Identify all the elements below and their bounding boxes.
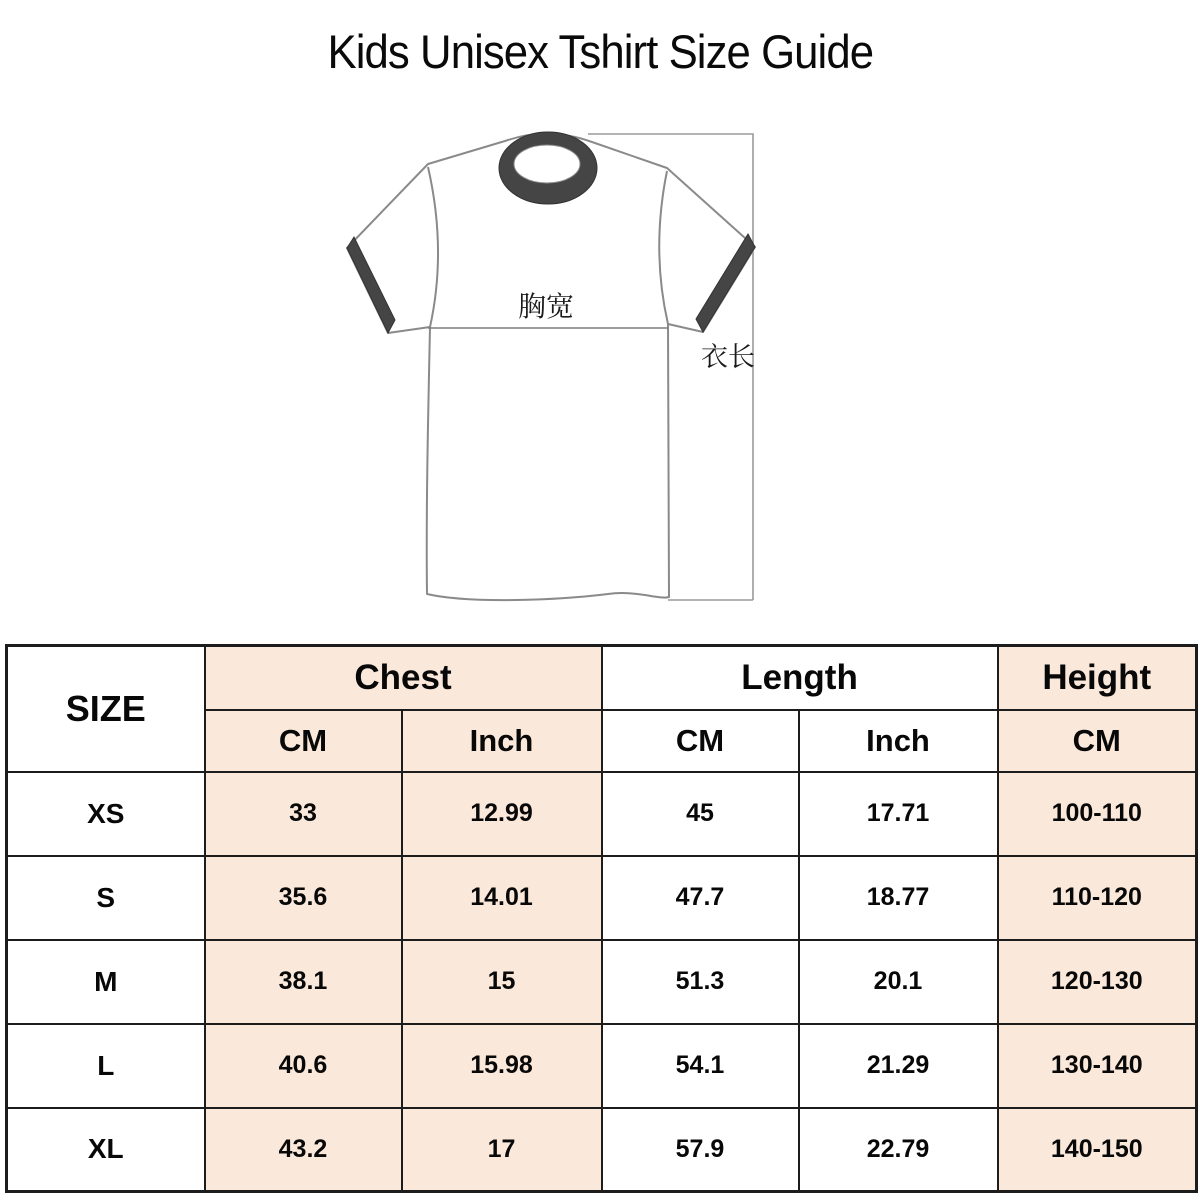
chest-cm: 43.2 xyxy=(205,1108,402,1192)
garment-length-label: 衣长 xyxy=(701,342,755,373)
height-cm: 130-140 xyxy=(998,1024,1197,1108)
chest-inch: 15 xyxy=(402,940,602,1024)
col-header-chest-inch: Inch xyxy=(402,710,602,772)
table-row-xs xyxy=(7,772,1197,856)
table-row-xl xyxy=(7,1108,1197,1192)
header-row-groups xyxy=(7,646,1197,710)
tshirt-diagram xyxy=(320,100,780,615)
col-header-size: SIZE xyxy=(7,646,205,772)
length-cm: 45 xyxy=(602,772,799,856)
size-guide-table xyxy=(5,644,1198,1193)
page-title xyxy=(0,24,1200,79)
height-cm: 140-150 xyxy=(998,1108,1197,1192)
size-label: L xyxy=(7,1024,205,1108)
col-header-length-inch: Inch xyxy=(799,710,998,772)
chest-cm: 38.1 xyxy=(205,940,402,1024)
chest-cm: 33 xyxy=(205,772,402,856)
chest-cm: 35.6 xyxy=(205,856,402,940)
col-header-length-cm: CM xyxy=(602,710,799,772)
length-cm: 47.7 xyxy=(602,856,799,940)
height-cm: 120-130 xyxy=(998,940,1197,1024)
col-header-length: Length xyxy=(602,646,998,710)
length-inch: 21.29 xyxy=(799,1024,998,1108)
table-row-l xyxy=(7,1024,1197,1108)
table-row-s xyxy=(7,856,1197,940)
chest-inch: 12.99 xyxy=(402,772,602,856)
length-inch: 18.77 xyxy=(799,856,998,940)
size-label: S xyxy=(7,856,205,940)
chest-inch: 17 xyxy=(402,1108,602,1192)
col-header-chest: Chest xyxy=(205,646,602,710)
length-cm: 57.9 xyxy=(602,1108,799,1192)
chest-inch: 15.98 xyxy=(402,1024,602,1108)
col-header-chest-cm: CM xyxy=(205,710,402,772)
length-cm: 54.1 xyxy=(602,1024,799,1108)
col-header-height: Height xyxy=(998,646,1197,710)
size-label: XS xyxy=(7,772,205,856)
table-row-m xyxy=(7,940,1197,1024)
size-label: XL xyxy=(7,1108,205,1192)
length-cm: 51.3 xyxy=(602,940,799,1024)
size-label: M xyxy=(7,940,205,1024)
chest-inch: 14.01 xyxy=(402,856,602,940)
col-header-height-cm: CM xyxy=(998,710,1197,772)
length-inch: 20.1 xyxy=(799,940,998,1024)
length-inch: 22.79 xyxy=(799,1108,998,1192)
chest-width-label: 胸宽 xyxy=(517,290,575,323)
page-title-text: Kids Unisex Tshirt Size Guide xyxy=(327,25,873,78)
chest-cm: 40.6 xyxy=(205,1024,402,1108)
collar-opening xyxy=(514,145,580,183)
length-inch: 17.71 xyxy=(799,772,998,856)
height-cm: 100-110 xyxy=(998,772,1197,856)
height-cm: 110-120 xyxy=(998,856,1197,940)
